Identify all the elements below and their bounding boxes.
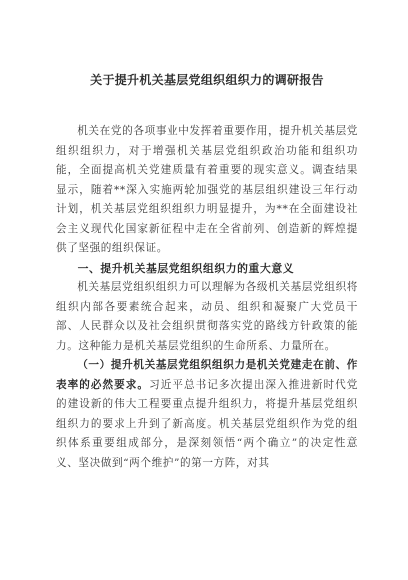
subsection1-body: 习近平总书记多次提出深入推进新时代党的建设新的伟大工程要重点提升组织力，将提升基层党组织组织力的要求上升到了新高度。机关基层党组织作为党的组织体系重要组成部分，是深刻领悟“两个确立”的决定性意义、坚决做到“两个维护”的第一方阵，对其 — [56, 378, 358, 469]
subsection1-lead: （一）提升机关基层党组织组织力是机关党建走在前、作表率的必然要求。 — [56, 359, 358, 391]
subsection1-paragraph — [56, 356, 358, 473]
document-title: 关于提升机关基层党组织组织力的调研报告 — [90, 73, 324, 87]
section1-paragraph: 机关基层党组织组织力可以理解为各级机关基层党组织将组织内部各要素统合起来，动员、组织和凝聚广大党员干部、人民群众以及社会组织贯彻落实党的路线方针政策的能力。这种能力是机关基层党组织的生命所系、力量所在。 — [56, 281, 358, 352]
intro-paragraph: 机关在党的各项事业中发挥着重要作用，提升机关基层党组织组织力，对于增强机关基层党组织政治功能和组织功能，全面提高机关党建质量有着重要的现实意义。调查结果显示，随着**深入实施两轮加强党的基层组织建设三年行动计划，机关基层党组织组织力明显提升，为**在全面建设社会主义现代化国家新征程中走在全省前列、创造新的辉煌提供了坚强的组织保证。 — [56, 125, 358, 254]
section-heading-1: 一、提升机关基层党组织组织力的重大意义 — [77, 261, 295, 275]
